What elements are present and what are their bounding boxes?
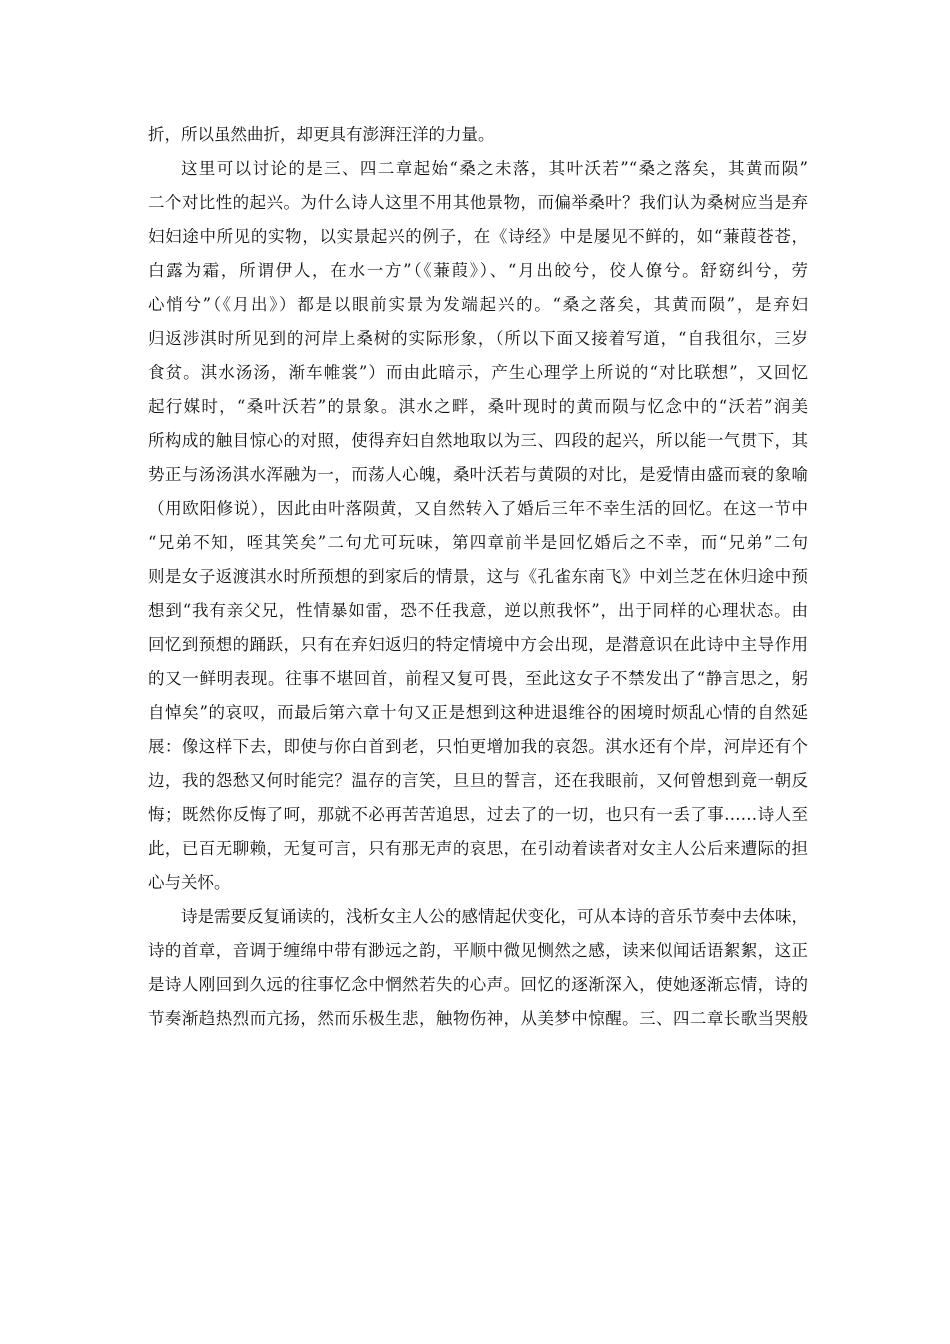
text-line: 的又一鲜明表现。往事不堪回首，前程又复可畏，至此这女子不禁发出了“静言思之，躬 <box>148 669 808 688</box>
text-line: 食贫。淇水汤汤，渐车帷裳”）而由此暗示，产生心理学上所说的“对比联想”，又回忆 <box>148 363 808 382</box>
text-line: 诗的首章，音调于缠绵中带有渺远之韵，平顺中微见恻然之感，读来似闻话语絮絮，这正 <box>148 941 808 960</box>
text-line: 所构成的触目惊心的对照，使得弃妇自然地取以为三、四段的起兴，所以能一气贯下，其 <box>148 431 808 450</box>
text-line: 此，已百无聊赖，无复可言，只有那无声的哀思，在引动着读者对女主人公后来遭际的担 <box>148 839 808 858</box>
text-line: 势正与汤汤淇水浑融为一，而荡人心魄，桑叶沃若与黄陨的对比，是爱情由盛而衰的象喻 <box>148 465 808 484</box>
text-line: 诗是需要反复诵读的，浅析女主人公的感情起伏变化，可从本诗的音乐节奏中去体味， <box>181 907 808 926</box>
text-line: （用欧阳修说），因此由叶落陨黄，又自然转入了婚后三年不幸生活的回忆。在这一节中 <box>148 499 808 518</box>
text-line: 二个对比性的起兴。为什么诗人这里不用其他景物，而偏举桑叶？我们认为桑树应当是弃 <box>148 193 808 212</box>
text-line: 白露为霜，所谓伊人，在水一方”（《蒹葭》）、“月出皎兮，佼人僚兮。舒窈纠兮，劳 <box>148 261 808 280</box>
text-line: “兄弟不知，咥其笑矣”二句尤可玩味，第四章前半是回忆婚后之不幸，而“兄弟”二句 <box>148 533 808 552</box>
text-line: 心与关怀。 <box>148 873 231 892</box>
text-line: 归返涉淇时所见到的河岸上桑树的实际形象，（所以下面又接着写道，“自我徂尔，三岁 <box>148 329 808 348</box>
text-line: 这里可以讨论的是三、四二章起始“桑之未落，其叶沃若”“桑之落矣，其黄而陨” <box>181 159 808 178</box>
text-line: 想到“我有亲父兄，性情暴如雷，恐不任我意，逆以煎我怀”，出于同样的心理状态。由 <box>148 601 808 620</box>
text-line: 展：像这样下去，即使与你白首到老，只怕更增加我的哀怨。淇水还有个岸，河岸还有个 <box>148 737 808 756</box>
text-line: 妇妇途中所见的实物，以实景起兴的例子，在《诗经》中是屡见不鲜的，如“蒹葭苍苍， <box>148 227 808 246</box>
text-line: 起行媒时，“桑叶沃若”的景象。淇水之畔，桑叶现时的黄而陨与忆念中的“沃若”润美 <box>148 397 808 416</box>
text-line: 回忆到预想的踊跃，只有在弃妇返归的特定情境中方会出现，是潜意识在此诗中主导作用 <box>148 635 808 654</box>
text-line: 折，所以虽然曲折，却更具有澎湃汪洋的力量。 <box>148 125 495 144</box>
text-line: 则是女子返渡淇水时所预想的到家后的情景，这与《孔雀东南飞》中刘兰芝在休归途中预 <box>148 567 808 586</box>
text-line: 节奏渐趋热烈而亢扬，然而乐极生悲，触物伤神，从美梦中惊醒。三、四二章长歌当哭般 <box>148 1009 808 1028</box>
text-line: 心悄兮”（《月出》）都是以眼前实景为发端起兴的。“桑之落矣，其黄而陨”，是弃妇 <box>148 295 808 314</box>
text-line: 自悼矣”的哀叹，而最后第六章十句又正是想到这种进退维谷的困境时烦乱心情的自然延 <box>148 703 808 722</box>
body-text <box>148 118 808 1036</box>
text-line: 是诗人刚回到久远的往事忆念中惘然若失的心声。回忆的逐渐深入，使她逐渐忘情，诗的 <box>148 975 808 994</box>
text-line: 悔；既然你反悔了呵，那就不必再苦苦追思，过去了的一切，也只有一丢了事……诗人至 <box>148 805 808 824</box>
text-line: 边，我的怨愁又何时能完？温存的言笑，旦旦的誓言，还在我眼前，又何曾想到竟一朝反 <box>148 771 808 790</box>
